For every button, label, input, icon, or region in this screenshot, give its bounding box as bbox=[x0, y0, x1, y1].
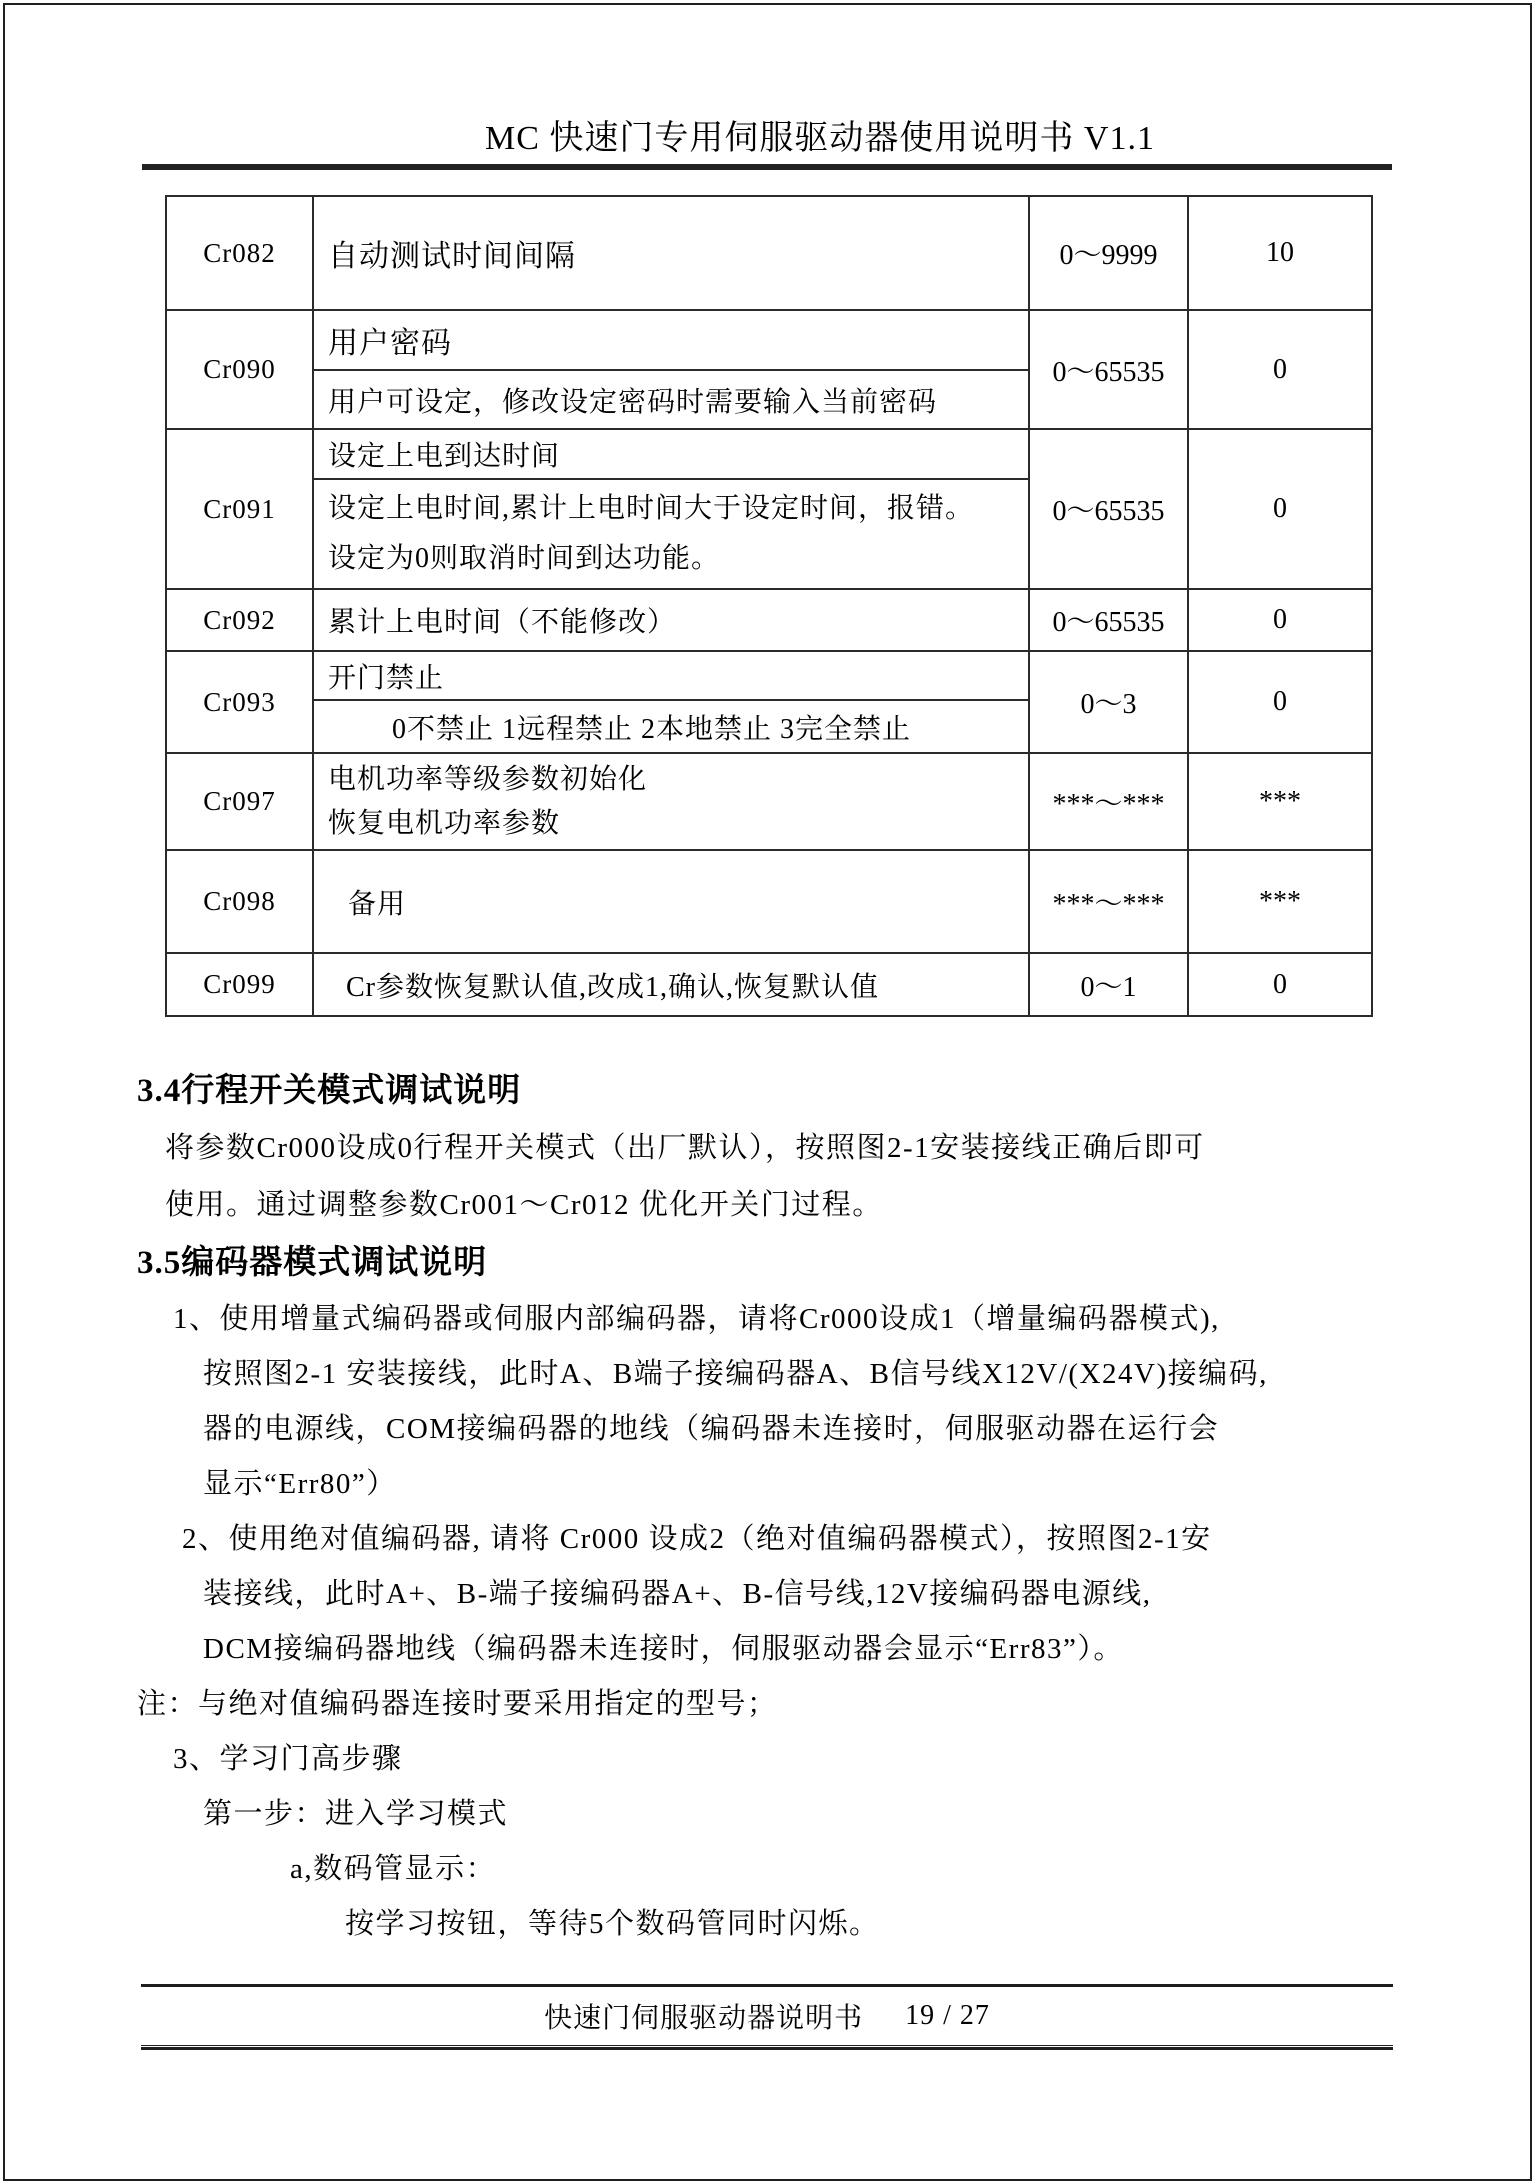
param-desc bbox=[312, 430, 1028, 588]
param-default: 0 bbox=[1187, 954, 1371, 1015]
param-desc bbox=[312, 754, 1028, 849]
param-desc bbox=[312, 652, 1028, 752]
footer-page-number: 19 / 27 bbox=[905, 2000, 990, 2031]
param-desc: 累计上电时间（不能修改） bbox=[312, 590, 1028, 650]
param-default: 10 bbox=[1187, 197, 1371, 309]
list-item-line: 2、使用绝对值编码器, 请将 Cr000 设成2（绝对值编码器模式），按照图2-1安 bbox=[182, 1523, 1212, 1555]
list-item-line: 1、使用增量式编码器或伺服内部编码器，请将Cr000设成1（增量编码器模式), bbox=[173, 1303, 1220, 1335]
param-desc: Cr参数恢复默认值,改成1,确认,恢复默认值 bbox=[312, 954, 1028, 1015]
footer-divider-bottom bbox=[141, 2045, 1393, 2050]
param-code: Cr090 bbox=[203, 354, 276, 384]
param-range: 0～1 bbox=[1028, 954, 1187, 1015]
param-code: Cr093 bbox=[203, 686, 276, 717]
page-footer bbox=[141, 1984, 1393, 2050]
param-desc: 自动测试时间间隔 bbox=[312, 197, 1028, 309]
param-default: 0 bbox=[1187, 652, 1371, 752]
param-range: 0～9999 bbox=[1028, 197, 1187, 309]
table-row bbox=[167, 588, 1371, 650]
paragraph-line: 将参数Cr000设成0行程开关模式（出厂默认），按照图2-1安装接线正确后即可 bbox=[165, 1132, 1205, 1164]
param-desc-detail bbox=[314, 480, 1028, 588]
list-item-line: DCM接编码器地线（编码器未连接时，伺服驱动器会显示“Err83”）。 bbox=[203, 1633, 1124, 1665]
param-default: *** bbox=[1187, 851, 1371, 952]
table-row bbox=[167, 849, 1371, 952]
footer-text bbox=[141, 1987, 1393, 2045]
param-range: 0～65535 bbox=[1028, 430, 1187, 588]
param-code: Cr097 bbox=[203, 786, 276, 816]
param-range: ***～*** bbox=[1028, 851, 1187, 952]
table-row bbox=[167, 650, 1371, 752]
param-code: Cr082 bbox=[203, 237, 276, 268]
list-item-line: 器的电源线，COM接编码器的地线（编码器未连接时，伺服驱动器在运行会 bbox=[203, 1413, 1220, 1445]
table-row bbox=[167, 428, 1371, 588]
param-code: Cr099 bbox=[203, 969, 276, 999]
step-line: 第一步：进入学习模式 bbox=[203, 1798, 509, 1830]
page-title: MC 快速门专用伺服驱动器使用说明书 V1.1 bbox=[485, 120, 1155, 157]
desc-line: 设定为0则取消时间到达功能。 bbox=[328, 543, 721, 574]
param-code: Cr092 bbox=[203, 604, 276, 635]
param-range: 0～3 bbox=[1028, 652, 1187, 752]
param-range: 0～65535 bbox=[1028, 311, 1187, 428]
param-default: 0 bbox=[1187, 311, 1371, 428]
param-default: 0 bbox=[1187, 590, 1371, 650]
desc-line: 恢复电机功率参数 bbox=[328, 807, 561, 839]
note-line: 注：与绝对值编码器连接时要采用指定的型号； bbox=[137, 1688, 778, 1720]
table-row bbox=[167, 952, 1371, 1015]
section-3-5-heading: 3.5编码器模式调试说明 bbox=[137, 1245, 488, 1281]
body-content bbox=[0, 1062, 1480, 1952]
header-divider bbox=[142, 164, 1392, 170]
param-desc-title: 开门禁止 bbox=[314, 652, 1028, 701]
param-default: *** bbox=[1187, 754, 1371, 849]
param-code: Cr091 bbox=[203, 493, 276, 524]
paragraph-line: 使用。通过调整参数Cr001～Cr012 优化开关门过程。 bbox=[165, 1189, 883, 1221]
desc-line: 设定上电时间,累计上电时间大于设定时间，报错。 bbox=[328, 493, 975, 524]
table-row bbox=[167, 197, 1371, 309]
list-item-line: 显示“Err80”） bbox=[203, 1468, 397, 1500]
section-3-4-heading: 3.4行程开关模式调试说明 bbox=[137, 1073, 522, 1109]
param-default: 0 bbox=[1187, 430, 1371, 588]
param-range: 0～65535 bbox=[1028, 590, 1187, 650]
table-row bbox=[167, 752, 1371, 849]
footer-doc-name: 快速门伺服驱动器说明书 bbox=[544, 2003, 864, 2034]
param-desc: 备用 bbox=[312, 851, 1028, 952]
param-desc-title: 用户密码 bbox=[314, 311, 1028, 371]
param-desc-detail: 用户可设定，修改设定密码时需要输入当前密码 bbox=[328, 386, 938, 418]
step-line: a,数码管显示： bbox=[290, 1853, 497, 1885]
table-row bbox=[167, 309, 1371, 428]
list-item-line: 按照图2-1 安装接线，此时A、B端子接编码器A、B信号线X12V/(X24V)接编码, bbox=[203, 1358, 1268, 1390]
list-item-line: 装接线，此时A+、B-端子接编码器A+、B-信号线,12V接编码器电源线, bbox=[203, 1578, 1152, 1610]
list-item-line: 3、学习门高步骤 bbox=[173, 1743, 403, 1775]
param-desc-title: 设定上电到达时间 bbox=[314, 430, 1028, 480]
param-desc bbox=[312, 311, 1028, 428]
param-code: Cr098 bbox=[203, 886, 276, 916]
param-desc-detail: 0不禁止 1远程禁止 2本地禁止 3完全禁止 bbox=[392, 713, 912, 745]
desc-line: 电机功率等级参数初始化 bbox=[328, 763, 648, 795]
param-range: ***～*** bbox=[1028, 754, 1187, 849]
parameter-table bbox=[165, 195, 1373, 1017]
step-line: 按学习按钮，等待5个数码管同时闪烁。 bbox=[345, 1908, 880, 1940]
